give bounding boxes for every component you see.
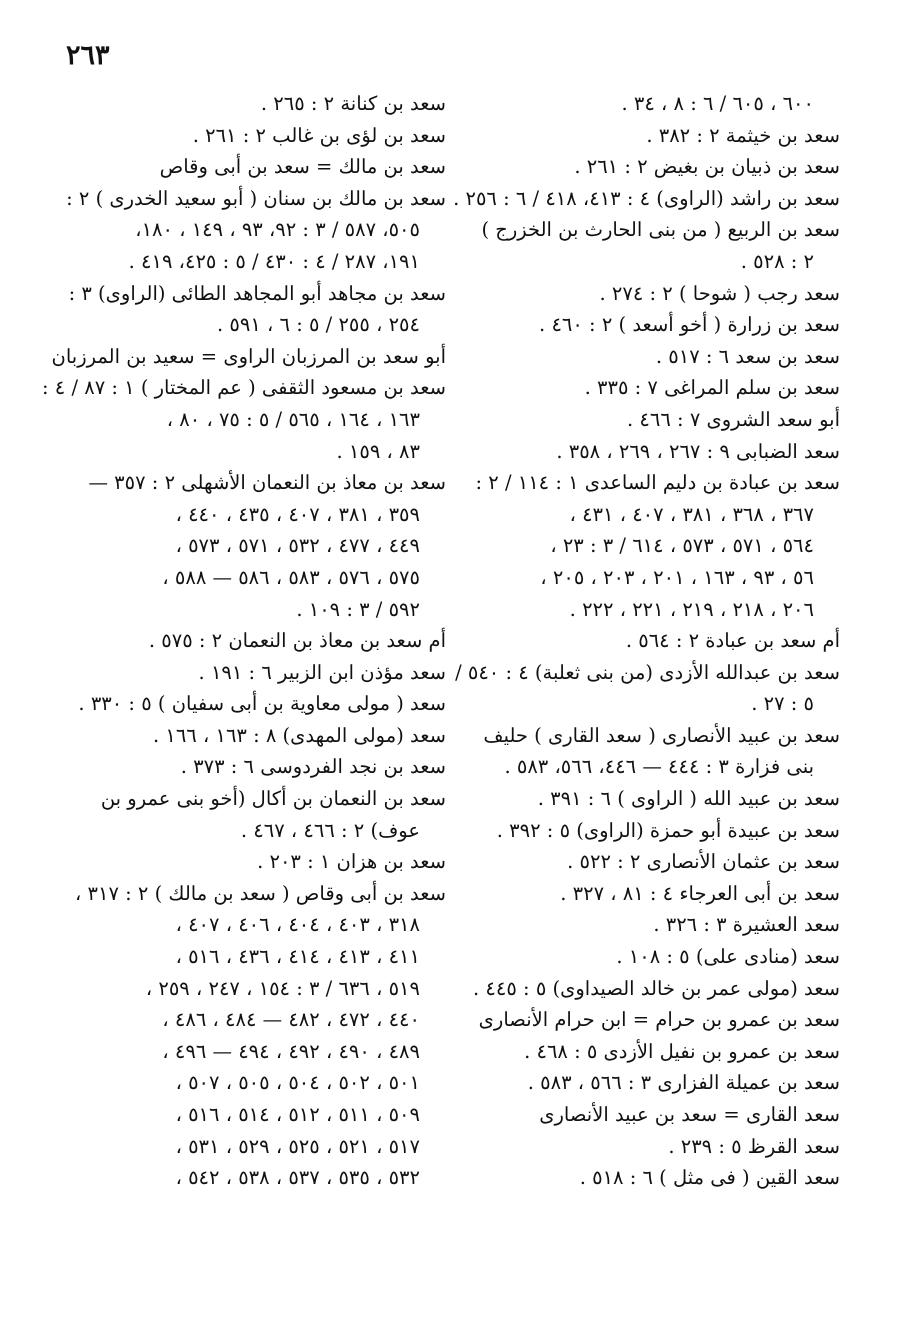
index-entry-continuation: ٣١٨ ، ٤٠٣ ، ٤٠٤ ، ٤٠٦ ، ٤٠٧ ، (175, 913, 420, 937)
index-entry-continuation: ٥٠٥، ٥٨٧ / ٣ : ٩٢، ٩٣ ، ١٤٩ ، ١٨٠، (135, 218, 420, 242)
index-entry: سعد بن مجاهد أبو المجاهد الطائى (الراوى) ٣ : (68, 281, 446, 305)
index-entry: سعد (منادى على) ٥ : ١٠٨ . (616, 945, 840, 969)
index-entry: أبو سعد بن المرزبان الراوى = سعيد بن المرزبان (51, 344, 446, 368)
index-entry-continuation: ٥٣٢ ، ٥٣٥ ، ٥٣٧ ، ٥٣٨ ، ٥٤٢ ، (175, 1166, 420, 1190)
index-entry-continuation: ٥١٩ ، ٦٣٦ / ٣ : ١٥٤ ، ٢٤٧ ، ٢٥٩ ، (145, 976, 420, 1000)
index-entry: سعد القين ( فى مثل ) ٦ : ٥١٨ . (579, 1166, 840, 1190)
index-entry: سعد بن مالك بن سنان ( أبو سعيد الخدرى ) ٢ : (66, 186, 446, 210)
index-entry-continuation: ٣٦٧ ، ٣٦٨ ، ٣٨١ ، ٤٠٧ ، ٤٣١ ، (569, 502, 814, 526)
index-entry-continuation: ٦٠٠ ، ٦٠٥ / ٦ : ٨ ، ٣٤ . (621, 92, 814, 115)
index-entry: سعد بن هزان ١ : ٢٠٣ . (257, 850, 446, 874)
index-entry: سعد بن زرارة ( أخو أسعد ) ٢ : ٤٦٠ . (539, 313, 840, 337)
index-entry-continuation: ٥٦٤ ، ٥٧١ ، ٥٧٣ ، ٦١٤ / ٣ : ٢٣ ، (550, 534, 814, 558)
index-entry: سعد العشيرة ٣ : ٣٢٦ . (653, 913, 840, 937)
index-entry: سعد (مولى المهدى) ٨ : ١٦٣ ، ١٦٦ . (152, 723, 446, 747)
index-entry: سعد بن عميلة الفزارى ٣ : ٥٦٦ ، ٥٨٣ . (527, 1071, 840, 1095)
index-entry-continuation: ٥٠١ ، ٥٠٢ ، ٥٠٤ ، ٥٠٥ ، ٥٠٧ ، (175, 1071, 420, 1095)
index-entry-continuation: ٨٣ ، ١٥٩ . (336, 439, 420, 463)
index-entry-continuation: ٣٥٩ ، ٣٨١ ، ٤٠٧ ، ٤٣٥ ، ٤٤٠ ، (175, 502, 420, 526)
index-entry: سعد بن سعد ٦ : ٥١٧ . (655, 344, 840, 368)
index-entry-continuation: ٢ : ٥٢٨ . (740, 249, 814, 273)
index-entry-continuation: ٤١١ ، ٤١٣ ، ٤١٤ ، ٤٣٦ ، ٥١٦ ، (175, 945, 420, 969)
index-entry: سعد بن أبى وقاص ( سعد بن مالك ) ٢ : ٣١٧ ، (75, 881, 446, 905)
index-entry-continuation: بنى فزارة ٣ : ٤٤٤ — ٤٤٦، ٥٦٦، ٥٨٣ . (504, 755, 814, 779)
index-entry: سعد بن أبى العرجاء ٤ : ٨١ ، ٣٢٧ . (560, 881, 840, 905)
index-entry: سعد مؤذن ابن الزبير ٦ : ١٩١ . (198, 660, 446, 684)
index-entry-continuation: ٤٤٠ ، ٤٧٢ ، ٤٨٢ — ٤٨٤ ، ٤٨٦ ، (162, 1008, 420, 1032)
index-entry: سعد بن مالك = سعد بن أبى وقاص (159, 155, 446, 179)
index-entry: سعد رجب ( شوحا ) ٢ : ٢٧٤ . (599, 281, 840, 305)
index-entry: سعد بن عثمان الأنصارى ٢ : ٥٢٢ . (567, 850, 840, 874)
index-entry: سعد بن معاذ بن النعمان الأشهلى ٢ : ٣٥٧ — (88, 471, 446, 495)
index-entry-continuation: عوف) ٢ : ٤٦٦ ، ٤٦٧ . (240, 818, 420, 842)
index-entry-continuation: ١٩١، ٢٨٧ / ٤ : ٤٣٠ / ٥ : ٤٢٥، ٤١٩ . (128, 249, 420, 273)
index-entry-continuation: ٢٥٤ ، ٢٥٥ / ٥ : ٦ ، ٥٩١ . (217, 313, 420, 337)
index-entry: سعد بن الربيع ( من بنى الحارث بن الخزرج ) (481, 218, 840, 242)
index-entry: سعد بن مسعود الثقفى ( عم المختار ) ١ : ٨٧ / ٤ : (41, 376, 446, 400)
index-entry: سعد القرظ ٥ : ٢٣٩ . (668, 1134, 840, 1158)
index-entry: أم سعد بن معاذ بن النعمان ٢ : ٥٧٥ . (148, 629, 446, 653)
page-number: ٢٦٣ (66, 40, 110, 71)
index-entry: سعد بن خيثمة ٢ : ٣٨٢ . (646, 123, 840, 147)
index-entry-continuation: ٥٩٢ / ٣ : ١٠٩ . (296, 597, 420, 621)
index-entry-continuation: ١٦٣ ، ١٦٤ ، ٥٦٥ / ٥ : ٧٥ ، ٨٠ ، (166, 407, 420, 431)
index-entry: سعد بن راشد (الراوى) ٤ : ٤١٣، ٤١٨ / ٦ : ٢٥٦ . (453, 186, 840, 210)
index-column-left (36, 88, 446, 1194)
index-entry: سعد بن عبيدة أبو حمزة (الراوى) ٥ : ٣٩٢ . (496, 818, 840, 842)
index-entry: أبو سعد الشروى ٧ : ٤٦٦ . (627, 407, 840, 431)
index-entry: سعد الضبابى ٩ : ٢٦٧ ، ٢٦٩ ، ٣٥٨ . (556, 439, 840, 463)
index-entry: سعد بن عمرو بن نفيل الأزدى ٥ : ٤٦٨ . (524, 1039, 840, 1063)
index-entry-continuation: ٥ : ٢٧ . (751, 692, 814, 716)
index-entry: سعد بن لؤى بن غالب ٢ : ٢٦١ . (192, 123, 446, 147)
index-entry: سعد بن عبدالله الأزدى (من بنى ثعلبة) ٤ : ٥٤٠ / (455, 660, 840, 684)
index-entry: سعد (مولى عمر بن خالد الصيداوى) ٥ : ٤٤٥ . (473, 976, 840, 1000)
index-entry-continuation: ٥١٧ ، ٥٢١ ، ٥٢٥ ، ٥٢٩ ، ٥٣١ ، (175, 1134, 420, 1158)
index-entry: سعد بن كنانة ٢ : ٢٦٥ . (260, 92, 446, 115)
index-entry-continuation: ٥٠٩ ، ٥١١ ، ٥١٢ ، ٥١٤ ، ٥١٦ ، (175, 1103, 420, 1126)
index-entry: سعد بن ذبيان بن بغيض ٢ : ٢٦١ . (574, 155, 840, 179)
index-entry: سعد القارى = سعد بن عبيد الأنصارى (539, 1103, 840, 1126)
index-column-right (450, 88, 840, 1194)
index-entry-continuation: ٢٠٦ ، ٢١٨ ، ٢١٩ ، ٢٢١ ، ٢٢٢ . (569, 597, 814, 621)
index-entry: سعد بن سلم المراغى ٧ : ٣٣٥ . (584, 376, 840, 400)
index-entry: سعد بن عبيد الأنصارى ( سعد القارى ) حليف (483, 723, 840, 747)
index-entry: سعد ( مولى معاوية بن أبى سفيان ) ٥ : ٣٣٠ . (78, 692, 446, 716)
index-entry-continuation: ٥٦ ، ٩٣ ، ١٦٣ ، ٢٠١ ، ٢٠٣ ، ٢٠٥ ، (540, 565, 814, 589)
index-entry-continuation: ٤٤٩ ، ٤٧٧ ، ٥٣٢ ، ٥٧١ ، ٥٧٣ ، (175, 534, 420, 558)
index-entry: أم سعد بن عبادة ٢ : ٥٦٤ . (625, 629, 840, 653)
index-entry: سعد بن عبيد الله ( الراوى ) ٦ : ٣٩١ . (537, 787, 840, 811)
index-entry: سعد بن النعمان بن أكال (أخو بنى عمرو بن (100, 787, 446, 811)
index-entry: سعد بن نجد الفردوسى ٦ : ٣٧٣ . (180, 755, 446, 779)
index-entry: سعد بن عبادة بن دليم الساعدى ١ : ١١٤ / ٢ : (475, 471, 840, 495)
index-entry-continuation: ٥٧٥ ، ٥٧٦ ، ٥٨٣ ، ٥٨٦ — ٥٨٨ ، (162, 565, 420, 589)
index-entry-continuation: ٤٨٩ ، ٤٩٠ ، ٤٩٢ ، ٤٩٤ — ٤٩٦ ، (162, 1039, 420, 1063)
index-entry: سعد بن عمرو بن حرام = ابن حرام الأنصارى (478, 1008, 840, 1032)
